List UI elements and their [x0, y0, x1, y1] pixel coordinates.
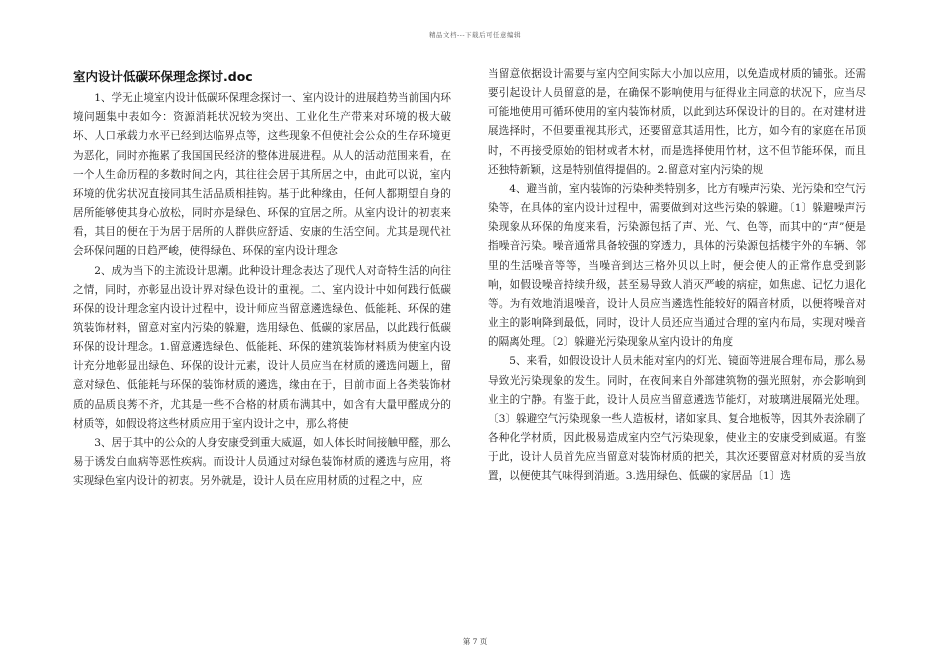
paragraph-5: 5、来看，如假设设计人员未能对室内的灯光、镜面等进展合理布局，那么易导致光污染现象的发生。同时，在夜间来自外部建筑物的强光照射，亦会影响到业主的宁静。有鉴于此，设计人员应当留意遴选节能灯，对玻璃进展隔光处理。〔3〕躲避空气污染现象一些人造板材，诸如家具、复合地板等，因其外表涂刷了各种化学材质，因此极易造成室内空气污染现象，使业主的安康受到威逼。有鉴于此，设计人员首先应当留意对装饰材质的把关，其次还要留意对材质的妥当放置，以便使其气味得到消逝。3.选用绿色、低碳的家居品〔1〕选 — [488, 355, 866, 483]
right-column — [488, 65, 866, 486]
paragraph-3-continued: 当留意依据设计需要与室内空间实际大小加以应用，以免造成材质的铺张。还需要引起设计人员留意的是，在确保不影响使用与征得业主同意的状况下，应当尽可能地使用可循环使用的室内装饰材质，以此到达环保设计的目的。在对建材进展选择时，不但要重视其形式，还要留意其适用性，比方，如今有的家庭在吊顶时，不再接受原始的铝材或者木材，而是选择使用竹材，这不但节能环保，而且还独特新颖，这是特别值得提倡的。2.留意对室内污染的规 — [488, 68, 866, 176]
paragraph-1: 1、学无止境室内设计低碳环保理念探讨一、室内设计的进展趋势当前国内环境问题集中表如今：资源消耗状况较为突出、工业化生产带来对环境的极大破坏、人口承载力水平已经到达临界点等，这些现象不但使社会公众的生存环境更为恶化，同时亦拖累了我国国民经济的整体进展进程。从人的活动范围来看，在一个人生命历程的多数时间之内，其往往会居于其所居之中，由此可以说，室内环境的优劣状况直接同其生活品质相挂钩。基于此种缘由，任何人都期望自身的居所能够使其身心放松，同时亦是绿色、环保的宜居之所。从室内设计的初衷来看，其目的便在于为居于居所的人群供应舒适、安康的生活空间。尤其是现代社会环保问题的日趋严峻，使得绿色、环保的室内设计理念 — [73, 92, 451, 258]
page-number: 第 7 页 — [462, 637, 488, 646]
page-header: 精品文档---下载后可任意编辑 — [428, 31, 522, 39]
paragraph-3: 3、居于其中的公众的人身安康受到重大威逼，如人体长时间接触甲醛，那么易于诱发白血病等恶性疾病。而设计人员通过对绿色装饰材质的遴选与应用，将实现绿色室内设计的初衷。另外就是，设计人员在应用材质的过程之中，应 — [73, 436, 451, 488]
paragraph-2: 2、成为当下的主流设计思潮。此种设计理念表达了现代人对奇特生活的向往之情，同时，亦彰显出设计界对绿色设计的重视。二、室内设计中如何践行低碳环保的设计理念室内设计过程中，设计师应当留意遴选绿色、低能耗、环保的建筑装饰材料，留意对室内污染的躲避，选用绿色、低碳的家居品，以此践行低碳环保的设计理念。1.留意遴选绿色、低能耗、环保的建筑装饰材料质为使室内设计充分地彰显出绿色、环保的设计元素，设计人员应当在材质的遴选问题上，留意对绿色、低能耗与环保的装饰材质的遴选，缘由在于，目前市面上各类装饰材质的品质良莠不齐，尤其是一些不合格的材质布满其中，如含有大量甲醛成分的材质等，如假设将这些材质应用于室内设计之中，那么将使 — [73, 264, 451, 430]
paragraph-4: 4、避当前，室内装饰的污染种类特别多，比方有噪声污染、光污染和空气污染等，在具体的室内设计过程中，需要做到对这些污染的躲避。〔1〕躲避噪声污染现象从环保的角度来看，污染源包括了声、光、气、色等，而其中的“声”便是指噪音污染。噪音通常具备较强的穿透力，具体的污染源包括楼宇外的车辆、邻里的生活噪音等等，当噪音到达三格外贝以上时，便会使人的正常作息受到影响，如假设噪音持续升级，甚至易导致人消灭严峻的病症，如焦虑、记忆力退化等。为有效地消退噪音，设计人员应当遴选性能较好的隔音材质，以便将噪音对业主的影响降到最低，同时，设计人员还应当通过合理的室内布局，实现对噪音的隔离处理。〔2〕躲避光污染现象从室内设计的角度 — [488, 182, 866, 349]
left-column — [73, 65, 451, 491]
document-title: 室内设计低碳环保理念探讨.doc — [73, 69, 253, 84]
